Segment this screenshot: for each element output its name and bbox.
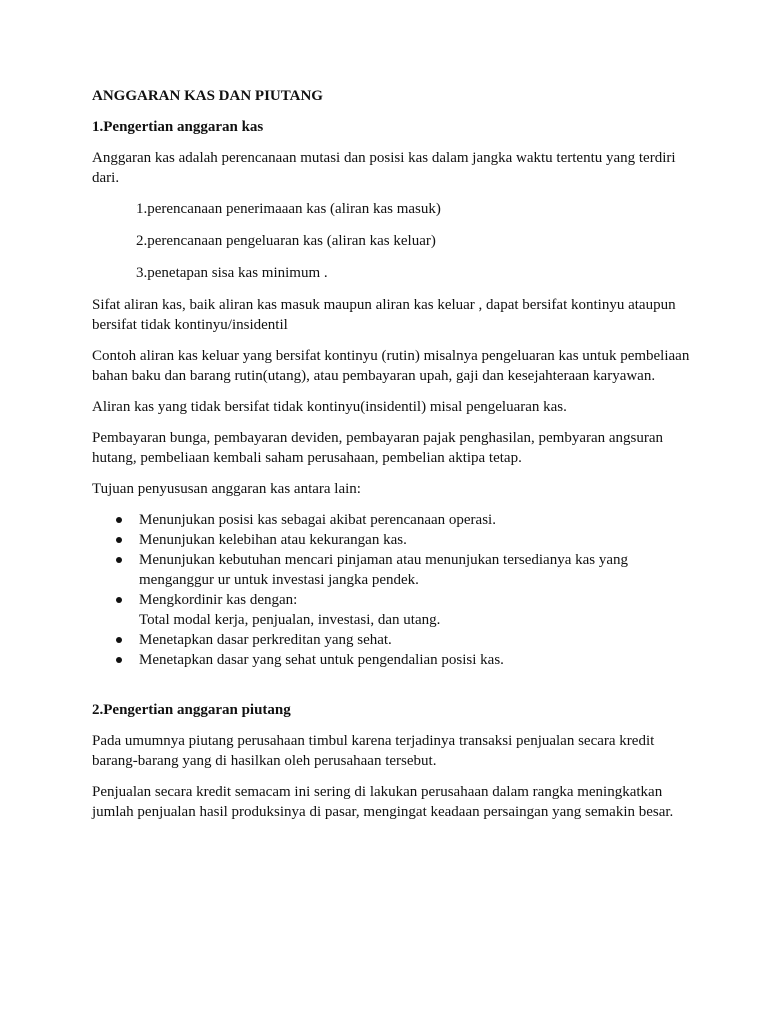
bullet-dot-icon (116, 537, 122, 543)
tujuan-bullet-list (92, 510, 692, 670)
bullet-text: Menetapkan dasar yang sehat untuk pengendalian posisi kas. (139, 652, 504, 668)
paragraph-sifat: Sifat aliran kas, baik aliran kas masuk maupun aliran kas keluar , dapat bersifat kontinyu ataupun bersifat tidak kontinyu/insidentil (92, 297, 676, 333)
numbered-item-3: 3.penetapan sisa kas minimum . (136, 265, 328, 281)
paragraph-pembayaran: Pembayaran bunga, pembayaran deviden, pembayaran pajak penghasilan, pembyaran angsuran hutang, pembeliaan kembali saham perusahaan, pembelian aktipa tetap. (92, 430, 664, 466)
section-1-heading: 1.Pengertian anggaran kas (92, 119, 264, 135)
section-2-paragraph-2: Penjualan secara kredit semacam ini sering di lakukan perusahaan dalam rangka meningkatkan jumlah penjualan hasil produksinya di pasar, mengingat keadaan persaingan yang semakin besar. (92, 784, 674, 820)
paragraph-contoh: Contoh aliran kas keluar yang bersifat kontinyu (rutin) misalnya pengeluaran kas untuk pembeliaan bahan baku dan barang rutin(utang), atau pembayaran upah, gaji dan kesejahteraan karyawan. (92, 348, 690, 384)
bullet-item (92, 650, 692, 670)
paragraph-insidentil: Aliran kas yang tidak bersifat tidak kontinyu(insidentil) misal pengeluaran kas. (92, 399, 567, 415)
bullet-text: Mengkordinir kas dengan: (139, 592, 298, 608)
bullet-item (92, 630, 692, 650)
bullet-subtext: Total modal kerja, penjualan, investasi, dan utang. (139, 612, 441, 628)
bullet-dot-icon (116, 517, 122, 523)
document-page (92, 86, 692, 833)
numbered-item-1: 1.perencanaan penerimaaan kas (aliran kas masuk) (136, 201, 441, 217)
bullet-item (92, 530, 692, 550)
bullet-text: Menetapkan dasar perkreditan yang sehat. (139, 632, 392, 648)
bullet-text: Menunjukan posisi kas sebagai akibat perencanaan operasi. (139, 512, 496, 528)
bullet-dot-icon (116, 657, 122, 663)
section-spacer (92, 670, 692, 700)
section-2-heading: 2.Pengertian anggaran piutang (92, 702, 291, 718)
bullet-item (92, 590, 692, 630)
bullet-dot-icon (116, 597, 122, 603)
numbered-item-2: 2.perencanaan pengeluaran kas (aliran kas keluar) (136, 233, 436, 249)
bullet-text: Menunjukan kebutuhan mencari pinjaman atau menunjukan tersedianya kas yang menganggur ur untuk investasi jangka pendek. (139, 552, 629, 588)
paragraph-tujuan: Tujuan penyususan anggaran kas antara lain: (92, 481, 361, 497)
section-2-paragraph-1: Pada umumnya piutang perusahaan timbul karena terjadinya transaksi penjualan secara kredit barang-barang yang di hasilkan oleh perusahaan tersebut. (92, 733, 655, 769)
bullet-item (92, 550, 692, 590)
bullet-dot-icon (116, 637, 122, 643)
bullet-text: Menunjukan kelebihan atau kekurangan kas. (139, 532, 407, 548)
bullet-item (92, 510, 692, 530)
document-title: ANGGARAN KAS DAN PIUTANG (92, 88, 323, 104)
section-1-intro: Anggaran kas adalah perencanaan mutasi dan posisi kas dalam jangka waktu tertentu yang terdiri dari. (92, 150, 676, 186)
bullet-dot-icon (116, 557, 122, 563)
